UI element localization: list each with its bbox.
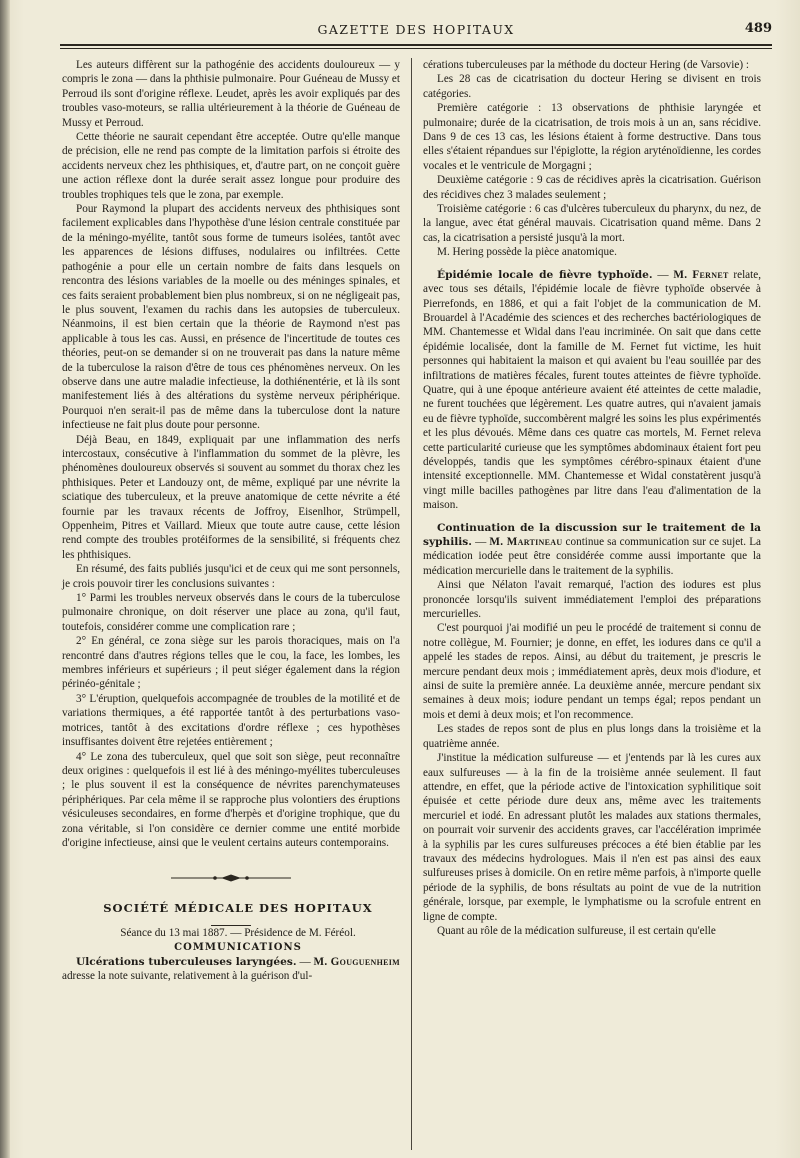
communication-author: M. Martineau (489, 536, 563, 548)
dash-separator: — (296, 955, 314, 968)
conclusion-item: 2° En général, ce zona siège sur les parois thoraciques, mais on l'a rencontré dans d'autres régions telles que le cou, la face, les lombes, les membres inférieurs et supérieurs ; il peut siéger également dans la région périnéo-génitale ; (62, 635, 400, 691)
binding-edge (0, 0, 10, 1158)
paragraph: Quant au rôle de la médication sulfureuse, il est certain qu'elle (437, 924, 716, 937)
session-line: Séance du 13 mai 1887. — Présidence de M. Féréol. (120, 927, 356, 940)
paragraph: Ainsi que Nélaton l'avait remarqué, l'action des iodures est plus prononcée lorsqu'ils suivent immédiatement l'emploi des préparations mercurielles. (423, 579, 761, 621)
communication-title: Ulcérations tuberculeuses laryngées. (76, 955, 297, 968)
paragraph: Les auteurs diffèrent sur la pathogénie des accidents douloureux — y compris le zona — dans la phthisie pulmonaire. Pour Guéneau de Mussy et Perroud ils sont d'origine réflexe. Leudet, après les avoir expliqués par des troubles vaso-moteurs, se rallia ultérieurement à la théorie de Guéneau de Mussy et Perroud. (62, 59, 400, 129)
right-column (423, 58, 761, 938)
journal-title: GAZETTE DES HOPITAUX (317, 22, 515, 37)
communication-author: M. Gouguenheim (313, 955, 401, 968)
paragraph: cérations tuberculeuses par la méthode du docteur Hering (de Varsovie) : (423, 59, 749, 71)
header-rule-thin (60, 48, 772, 49)
section-title: SOCIÉTÉ MÉDICALE DES HOPITAUX (103, 900, 373, 915)
page-number: 489 (744, 21, 772, 36)
paragraph: Deuxième catégorie : 9 cas de récidives après la cicatrisation. Guérison des récidives chez 3 malades seulement ; (423, 174, 761, 201)
communication-text: relate, avec tous ses détails, l'épidémie locale de fièvre typhoïde observée à Pierrefonds, en 1886, et qui a fait l'objet de la communication de M. Brouardel à l'Académie des sciences et des recherches bactériologiques de MM. Chantemesse et Widal dans l'eau incriminée. On sait que dans cette épidémie localisée, dont la famille de M. Fernet fut victime, les huit personnes qui habitaient la maison et qui avaient bu l'eau souillée par des infiltrations de matières fécales, furent toutes atteintes de fièvre typhoïde. Quatre, qui à une époque antérieure avaient été atteintes de cette maladie, ne furent touchées que légèrement. Les quatre autres, qui n'avaient jamais eu de fièvre typhoïde, succombèrent malgré les soins les plus expérimentés et les plus dévoués. Même dans ces quatre cas mortels, M. Fernet releva cette particularité curieuse que les symptômes abdominaux étaient fort peu développés, tandis que les symptômes cérébro-spinaux étaient d'une intensité exceptionnelle. MM. Chantemesse et Widal constatèrent jusqu'à vingt mille bacilles pathogènes par litre dans l'eau d'alimentation de la maison. (423, 268, 762, 512)
column-divider (411, 58, 412, 1150)
communication-paragraph (423, 521, 761, 579)
paragraph: En résumé, des faits publiés jusqu'ici et de ceux qui me sont personnels, je crois pouvoir tirer les conclusions suivantes : (62, 563, 400, 590)
paragraph: Les stades de repos sont de plus en plus longs dans la troisième et la quatrième année. (423, 723, 761, 750)
paragraph: Les 28 cas de cicatrisation du docteur Hering se divisent en trois catégories. (423, 73, 761, 100)
conclusion-item: 3° L'éruption, quelquefois accompagnée de troubles de la motilité et de variations thermiques, a été rapportée tantôt à des perturbations vaso-motrices, tantôt à des excitations d'ordre réflexe ; ces hypothèses insuffisantes doivent être rejetées entièrement ; (62, 692, 400, 749)
communication-paragraph (62, 955, 400, 984)
conclusion-item: 4° Le zona des tuberculeux, quel que soit son siège, peut reconnaître deux origines : quelquefois il est lié à des méningo-myélites tuberculeuses ; le plus souvent il est la conséquence de névrites parenchymateuses périphériques. Par cela même il se rapproche plus volontiers des éruptions vésiculeuses secondaires, en forme d'herpès et d'origine trophique, que du zona véritable, si l'on considère ce dernier comme une entité morbide d'origine infectieuse, ainsi que le veulent certains auteurs contemporains. (62, 750, 400, 849)
paragraph: C'est pourquoi j'ai modifié un peu le procédé de traitement si connu de notre collègue, M. Fournier; je donne, en effet, les iodures dans ce qu'il a appelé les stades de repos. Ainsi, au début du traitement, je prescris le mercure pendant deux mois ; immédiatement après, deux mois d'iodure, et ainsi de suite la première année. La deuxième année, mercure pendant six semaines à deux mois; iodure pendant un temps égal; repos pendant un mois et demi à deux mois; et l'on recommence. (423, 622, 761, 721)
communication-text: continue sa communication sur ce sujet. La médication iodée peut être considérée comme aussi importante que la médication mercurielle dans le traitement de la syphilis. (423, 536, 761, 577)
paragraph: Déjà Beau, en 1849, expliquait par une inflammation des nerfs intercostaux, consécutive à l'inflammation du sommet de la plèvre, les phénomènes douloureux observés si souvent au sommet du thorax chez les phthisiques. Peter et Landouzy ont, de même, expliqué par une névrite la sciatique des tuberculeux, et la preuve anatomique de cette névrite a été fournie par les travaux récents de Joffroy, Eisenlhor, Strümpell, Oppenheim, Pitres et Vaillard. Mieux que toute autre cause, cette lésion rend compte des troubles protéiformes de la sensibilité, si fréquents chez les phthisiques. (62, 433, 400, 561)
communication-title: Continuation de la discussion sur le traitement de la syphilis. (423, 521, 761, 548)
paragraph: Pour Raymond la plupart des accidents nerveux des phthisiques sont facilement explicables dans l'hypothèse d'une lésion centrale constituée par de la méningo-myélite, tantôt sous forme de tumeurs isolées, tantôt avec les apparences de lésions diffuses, nodulaires ou infiltrées. Cette pathogénie a pour elle un certain nombre de faits dans lesquels on rencontra des lésions variables de la moelle ou des méninges spinales, et ces faits seraient probablement bien plus nombreux, si on ne négligeait pas, le plus souvent, l'examen du rachis dans les autopsies de tuberculeux. Néanmoins, il est bien certain que la théorie de Raymond n'est pas applicable à tous les cas. Aussi, en présence de l'incertitude de toutes ces théories, peut-on se demander si on ne trouverait pas dans la nature même de la tuberculose la raison d'être de tous ces phénomènes nerveux. On les observe dans une autre maladie infectieuse, la dothiénentérie, et là ils sont manifestement liés à des altérations du système nerveux périphérique. Pourquoi n'en serait-il pas de même dans la tuberculose dont la nature infectieuse ne fait plus doute pour personne. (62, 203, 400, 432)
conclusion-item: 1° Parmi les troubles nerveux observés dans le cours de la tuberculose pulmonaire chronique, on doit réserver une place au zona, qu'il faut, toutefois, considérer comme une complication rare ; (62, 592, 400, 633)
paragraph: Troisième catégorie : 6 cas d'ulcères tuberculeux du pharynx, du nez, de la langue, avec état général mauvais. Cicatrisation quand même. Dans 2 cas, la cicatrisation a persisté jusqu'à la mort. (423, 203, 761, 244)
communication-paragraph (423, 268, 761, 513)
paragraph: Cette théorie ne saurait cependant être acceptée. Outre qu'elle manque de précision, elle ne rend pas compte de la limitation parfois si étroite des accidents nerveux chez les phthisiques, et, d'autre part, on ne conçoit guère une action réflexe dont la durée serait assez longue pour produire des troubles trophiques tels que le zona, par exemple. (62, 131, 400, 201)
dash-separator: — (471, 536, 490, 548)
ornament-divider (62, 872, 400, 886)
left-column (62, 58, 400, 984)
paragraph: M. Hering possède la pièce anatomique. (437, 246, 617, 259)
running-header (60, 16, 772, 42)
communication-title: Épidémie locale de fièvre typhoïde. (437, 268, 653, 281)
paragraph: Première catégorie : 13 observations de phthisie laryngée et pulmonaire; durée de la cicatrisation, de trois mois à un an, sans récidive. Dans 9 de ces 13 cas, les lésions étaient à forme destructive. Dans tous elles s'étaient répandues sur l'épiglotte, la région aryténoïdienne, les cordes vocales et le ventricule de Morgagni ; (423, 102, 761, 172)
communications-heading: COMMUNICATIONS (174, 941, 302, 953)
communication-text: adresse la note suivante, relativement à la guérison d'ul- (62, 970, 313, 983)
communication-author: M. Fernet (673, 268, 729, 281)
paragraph: J'institue la médication sulfureuse — et j'entends par là les cures aux eaux sulfureuses — à la fin de la troisième année seulement. Il faut attendre, en effet, que la période active de l'intoxication syphilitique soit épuisée et cette période dure deux ans, même avec les traitements mercuriel et iodé. En adressant plutôt les malades aux stations thermales, on pourrait voir survenir des accidents graves, car l'accélération imprimée à la syphilis par les cures sulfureuses précoces a été bien établie par les travaux des médecins hydrologues. Mais il n'en est pas ainsi des eaux sulfureuses prises à domicile. On en retire même parfois, à n'importe quelle période de la syphilis, de bons résultats au point de vue de la nutrition générale, lorsque, par exemple, le lymphatisme ou la scrofule entrent en ligne de compte. (423, 752, 761, 923)
dash-separator: — (652, 268, 674, 281)
header-rule-thick (60, 44, 772, 46)
